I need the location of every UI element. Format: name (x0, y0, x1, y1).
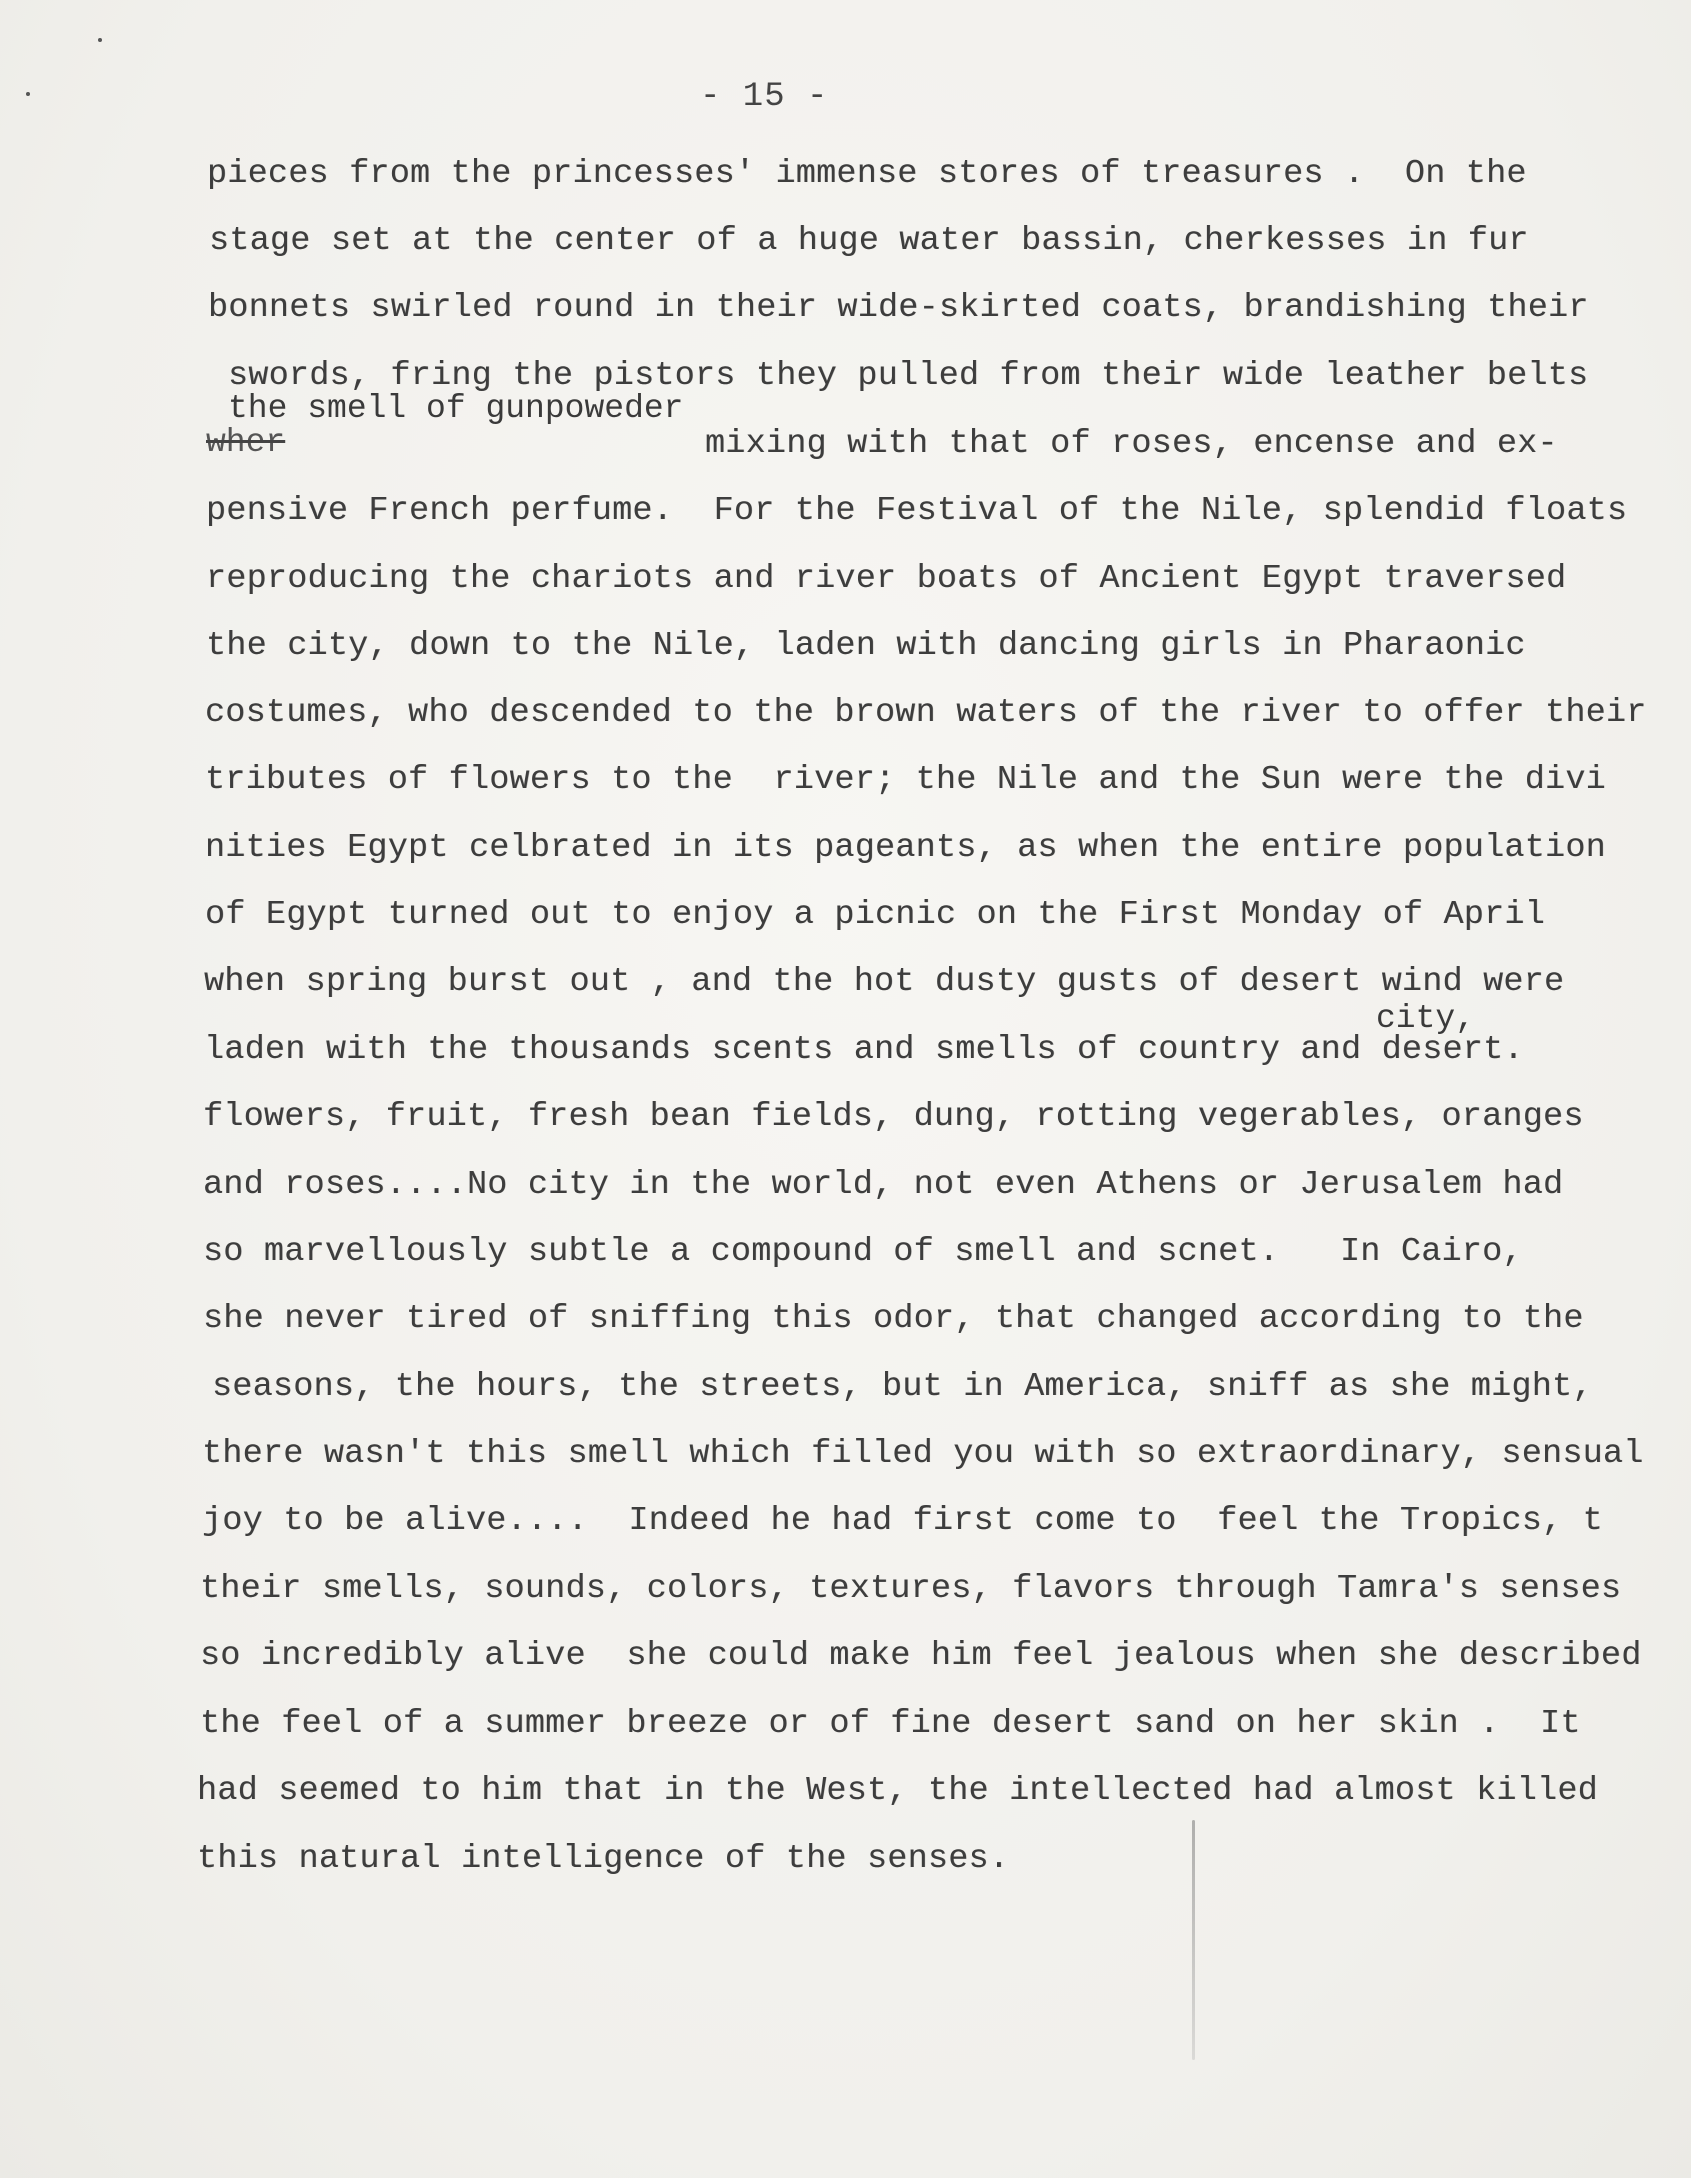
text-line: of Egypt turned out to enjoy a picnic on the First Monday of April (205, 896, 1546, 934)
text-line: costumes, who descended to the brown waters of the river to offer their (205, 694, 1647, 732)
text-line: mixing with that of roses, encense and ex- (705, 425, 1558, 463)
text-line: the feel of a summer breeze or of fine desert sand on her skin . It (200, 1705, 1581, 1743)
text-line: pensive French perfume. For the Festival of the Nile, splendid floats (206, 492, 1628, 530)
text-line: joy to be alive.... Indeed he had first come to feel the Tropics, t (202, 1502, 1603, 1540)
text-line: when spring burst out , and the hot dusty gusts of desert wind were (204, 963, 1565, 1001)
text-line: so incredibly alive she could make him feel jealous when she described (200, 1637, 1642, 1675)
text-line: tributes of flowers to the river; the Nile and the Sun were the divi (205, 761, 1606, 799)
margin-pencil-mark (1192, 1820, 1195, 2060)
text-line: this natural intelligence of the senses. (197, 1840, 1010, 1878)
text-line: seasons, the hours, the streets, but in America, sniff as she might, (212, 1368, 1593, 1406)
text-line: swords, fring the pistors they pulled from their wide leather belts (228, 357, 1589, 395)
text-line: had seemed to him that in the West, the intellected had almost killed (197, 1772, 1598, 1810)
page-number: - 15 - (700, 78, 829, 116)
ink-speck (26, 92, 30, 96)
handwritten-insertion: the smell of gunpoweder (228, 390, 684, 427)
text-line: stage set at the center of a huge water bassin, cherkesses in fur (209, 222, 1529, 260)
text-line: flowers, fruit, fresh bean fields, dung, rotting vegerables, oranges (203, 1098, 1584, 1136)
struck-word: wher (206, 424, 286, 461)
ink-speck (98, 38, 102, 42)
text-line: laden with the thousands scents and smells of country and desert. (204, 1031, 1524, 1069)
text-line: she never tired of sniffing this odor, that changed according to the (203, 1300, 1584, 1338)
text-line: bonnets swirled round in their wide-skirted coats, brandishing their (208, 289, 1589, 327)
text-line: there wasn't this smell which filled you with so extraordinary, sensual (202, 1435, 1644, 1473)
text-line: reproducing the chariots and river boats of Ancient Egypt traversed (206, 560, 1567, 598)
text-line: the city, down to the Nile, laden with dancing girls in Pharaonic (206, 627, 1526, 665)
text-line: and roses....No city in the world, not even Athens or Jerusalem had (203, 1166, 1564, 1204)
handwritten-insertion: city, (1376, 1000, 1476, 1037)
text-line: their smells, sounds, colors, textures, flavors through Tamra's senses (200, 1570, 1622, 1608)
text-line: so marvellously subtle a compound of smell and scnet. In Cairo, (203, 1233, 1523, 1271)
text-line: pieces from the princesses' immense stores of treasures . On the (207, 155, 1527, 193)
text-line: nities Egypt celbrated in its pageants, as when the entire population (205, 829, 1606, 867)
